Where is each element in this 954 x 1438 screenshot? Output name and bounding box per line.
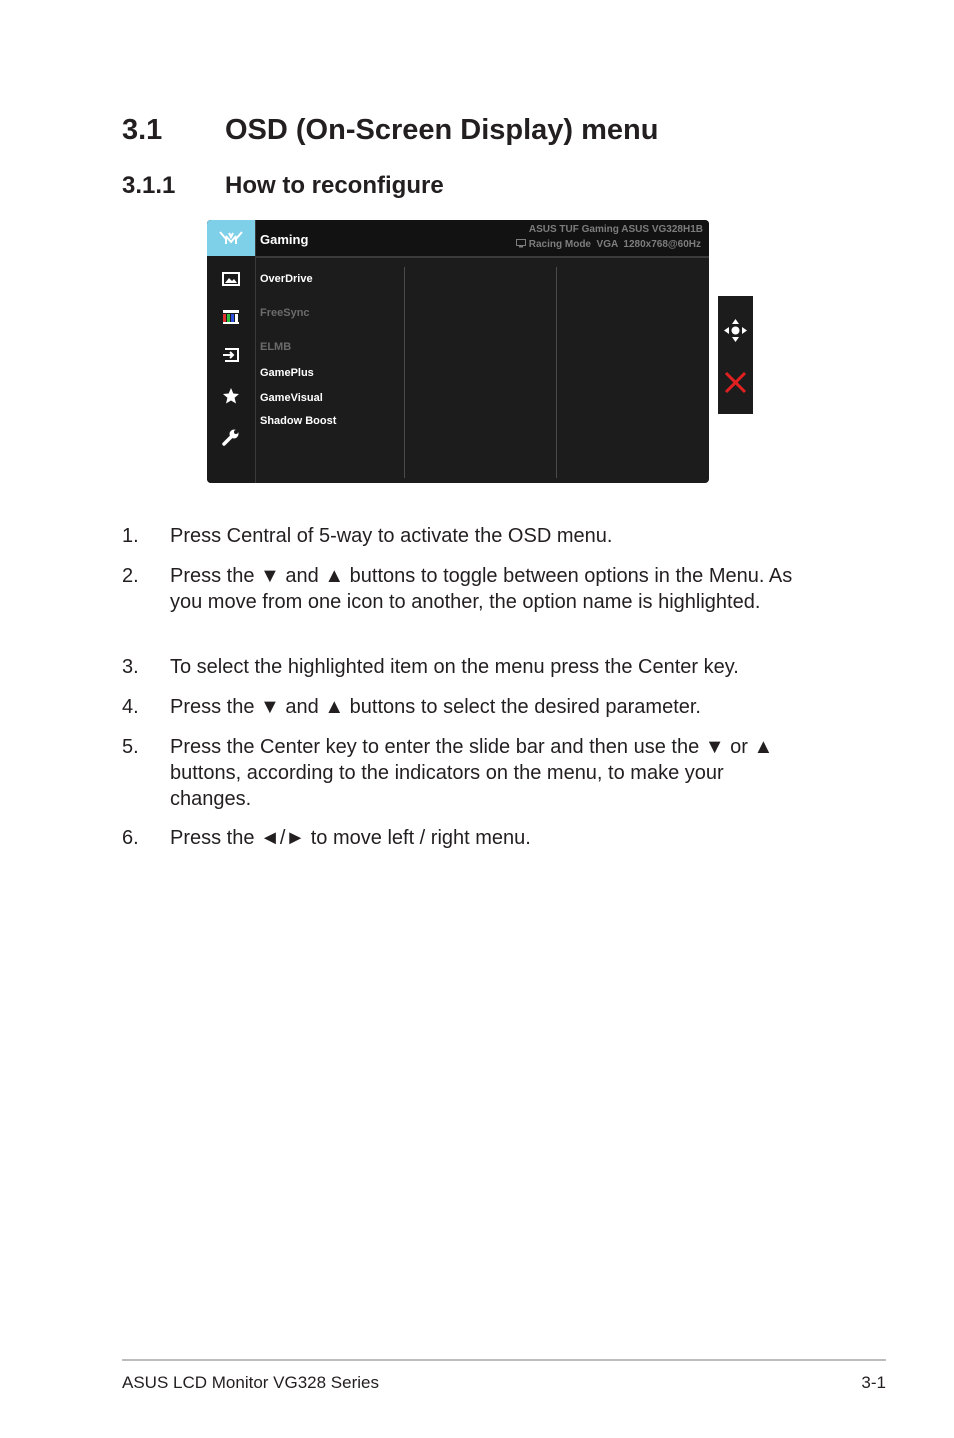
- subsection-title: How to reconfigure: [225, 172, 444, 199]
- step-number: 3.: [122, 656, 139, 678]
- osd-item-gamevisual[interactable]: GameVisual: [260, 392, 323, 404]
- step-text: Press the ◄/► to move left / right menu.: [170, 827, 531, 849]
- step-number: 4.: [122, 696, 139, 718]
- footer-divider: [122, 1359, 886, 1361]
- osd-control-panel: [718, 296, 753, 414]
- step-number: 5.: [122, 736, 139, 758]
- step-text: Press the ▼ and ▲ buttons to toggle between options in the Menu. As you move from one icon to another, the option name is highlighted.: [170, 565, 793, 613]
- footer-product-name: ASUS LCD Monitor VG328 Series: [122, 1373, 379, 1392]
- step-number: 6.: [122, 827, 139, 849]
- tuf-logo-icon[interactable]: [207, 220, 255, 256]
- step-number: 1.: [122, 525, 139, 547]
- monitor-icon: [516, 239, 526, 248]
- five-way-icon[interactable]: [721, 316, 750, 345]
- osd-item-elmb[interactable]: ELMB: [260, 341, 292, 353]
- close-icon[interactable]: [723, 370, 748, 395]
- osd-item-overdrive[interactable]: OverDrive: [260, 273, 313, 285]
- wrench-icon[interactable]: [221, 427, 241, 447]
- osd-model-info: ASUS TUF Gaming ASUS VG328H1B: [528, 224, 703, 235]
- osd-item-freesync[interactable]: FreeSync: [260, 307, 310, 319]
- step-number: 2.: [122, 565, 139, 587]
- star-icon[interactable]: [221, 386, 241, 406]
- step-text: To select the highlighted item on the menu press the Center key.: [170, 656, 739, 678]
- column-divider: [404, 267, 405, 478]
- subsection-number: 3.1.1: [122, 172, 176, 199]
- section-title: OSD (On-Screen Display) menu: [225, 114, 659, 146]
- osd-sidebar: [207, 220, 256, 483]
- column-divider: [556, 267, 557, 478]
- page-number: 3-1: [861, 1373, 886, 1392]
- osd-item-shadow-boost[interactable]: Shadow Boost: [260, 415, 337, 427]
- section-number: 3.1: [122, 114, 163, 146]
- step-text: Press the ▼ and ▲ buttons to select the desired parameter.: [170, 696, 701, 718]
- osd-header: [256, 220, 709, 258]
- step-text: Press the Center key to enter the slide bar and then use the ▼ or ▲ buttons, according to the indicators on the menu, to make your changes.: [170, 736, 774, 810]
- step-text: Press Central of 5-way to activate the OSD menu.: [170, 525, 613, 547]
- color-icon[interactable]: [221, 307, 241, 327]
- input-icon[interactable]: [221, 345, 241, 365]
- osd-mode-text: Racing Mode VGA 1280x768@60Hz: [528, 239, 701, 250]
- osd-menu: [207, 220, 709, 483]
- osd-title: Gaming: [260, 232, 309, 247]
- osd-item-gameplus[interactable]: GamePlus: [260, 367, 314, 379]
- osd-mode-info: [516, 239, 701, 250]
- image-icon[interactable]: [221, 269, 241, 289]
